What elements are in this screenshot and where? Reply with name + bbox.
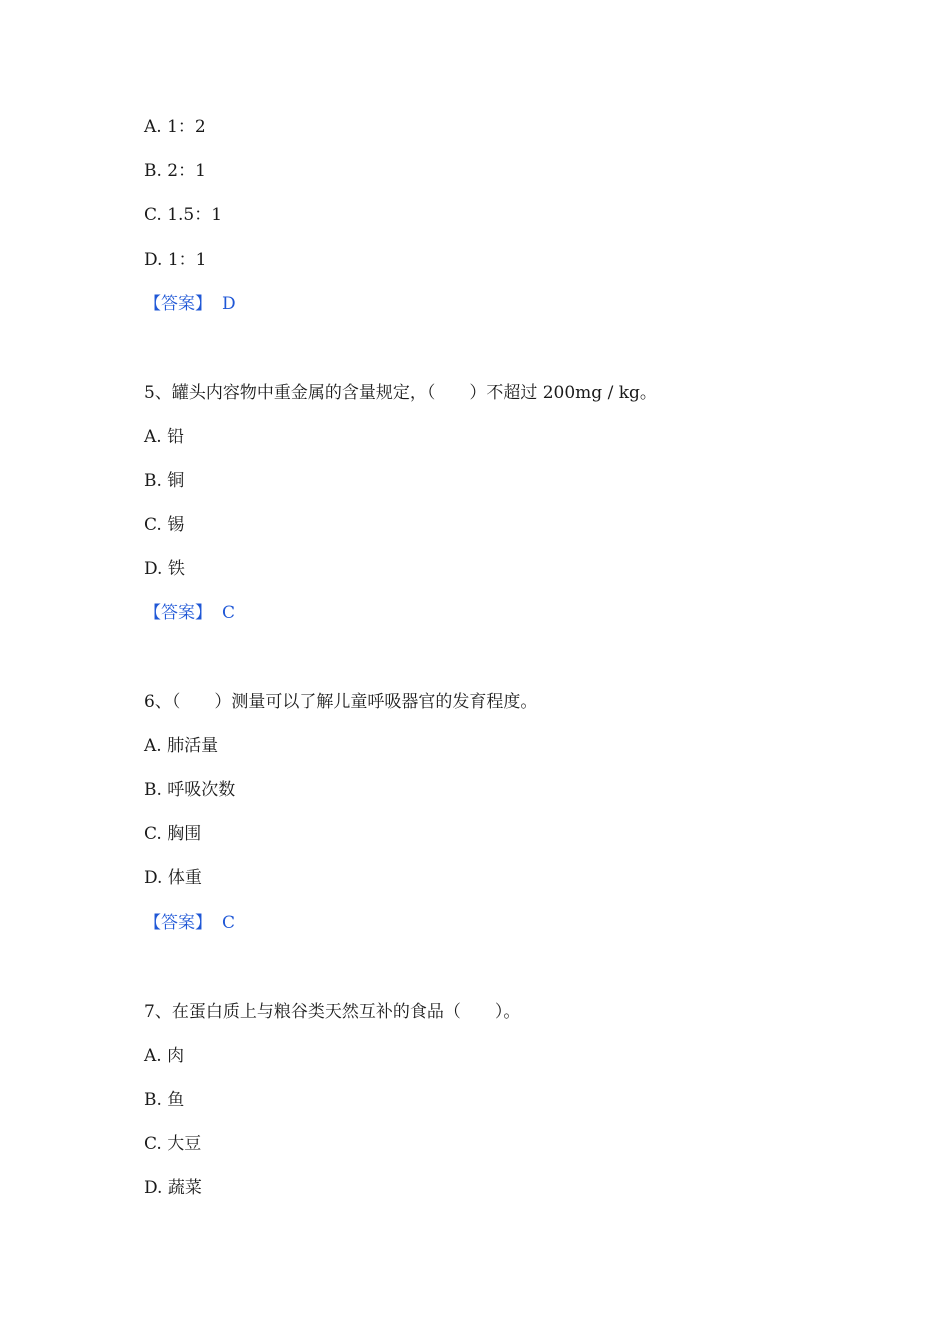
answer-line [144,293,236,315]
option-c: C. 胸围 [144,824,202,844]
answer-value: D [222,294,236,314]
option-a: A. 肺活量 [144,736,219,756]
question-7: 7、在蛋白质上与粮谷类天然互补的食品（ ）。 [144,1002,521,1022]
option-b: B. 铜 [144,471,185,491]
option-a: A. 铅 [144,427,185,447]
option-a: A. 肉 [144,1046,185,1066]
option-b: B. 呼吸次数 [144,780,236,800]
option-c: C. 1.5：1 [144,205,223,225]
option-d: D. 体重 [144,868,202,888]
option-d: D. 铁 [144,559,185,579]
answer-label: 【答案】 [144,913,212,933]
answer-line [144,912,235,934]
answer-label: 【答案】 [144,294,212,314]
question-6: 6、（ ）测量可以了解儿童呼吸器官的发育程度。 [144,692,538,712]
option-c: C. 大豆 [144,1134,202,1154]
answer-value: C [222,913,236,933]
answer-label: 【答案】 [144,603,212,623]
answer-value: C [222,603,236,623]
option-d: D. 1：1 [144,250,207,270]
answer-line [144,602,235,624]
option-c: C. 锡 [144,515,185,535]
option-b: B. 2：1 [144,161,206,181]
option-b: B. 鱼 [144,1090,185,1110]
question-5: 5、罐头内容物中重金属的含量规定，（ ）不超过 200mg / kg。 [144,383,657,403]
option-a: A. 1：2 [144,117,206,137]
option-d: D. 蔬菜 [144,1178,202,1198]
